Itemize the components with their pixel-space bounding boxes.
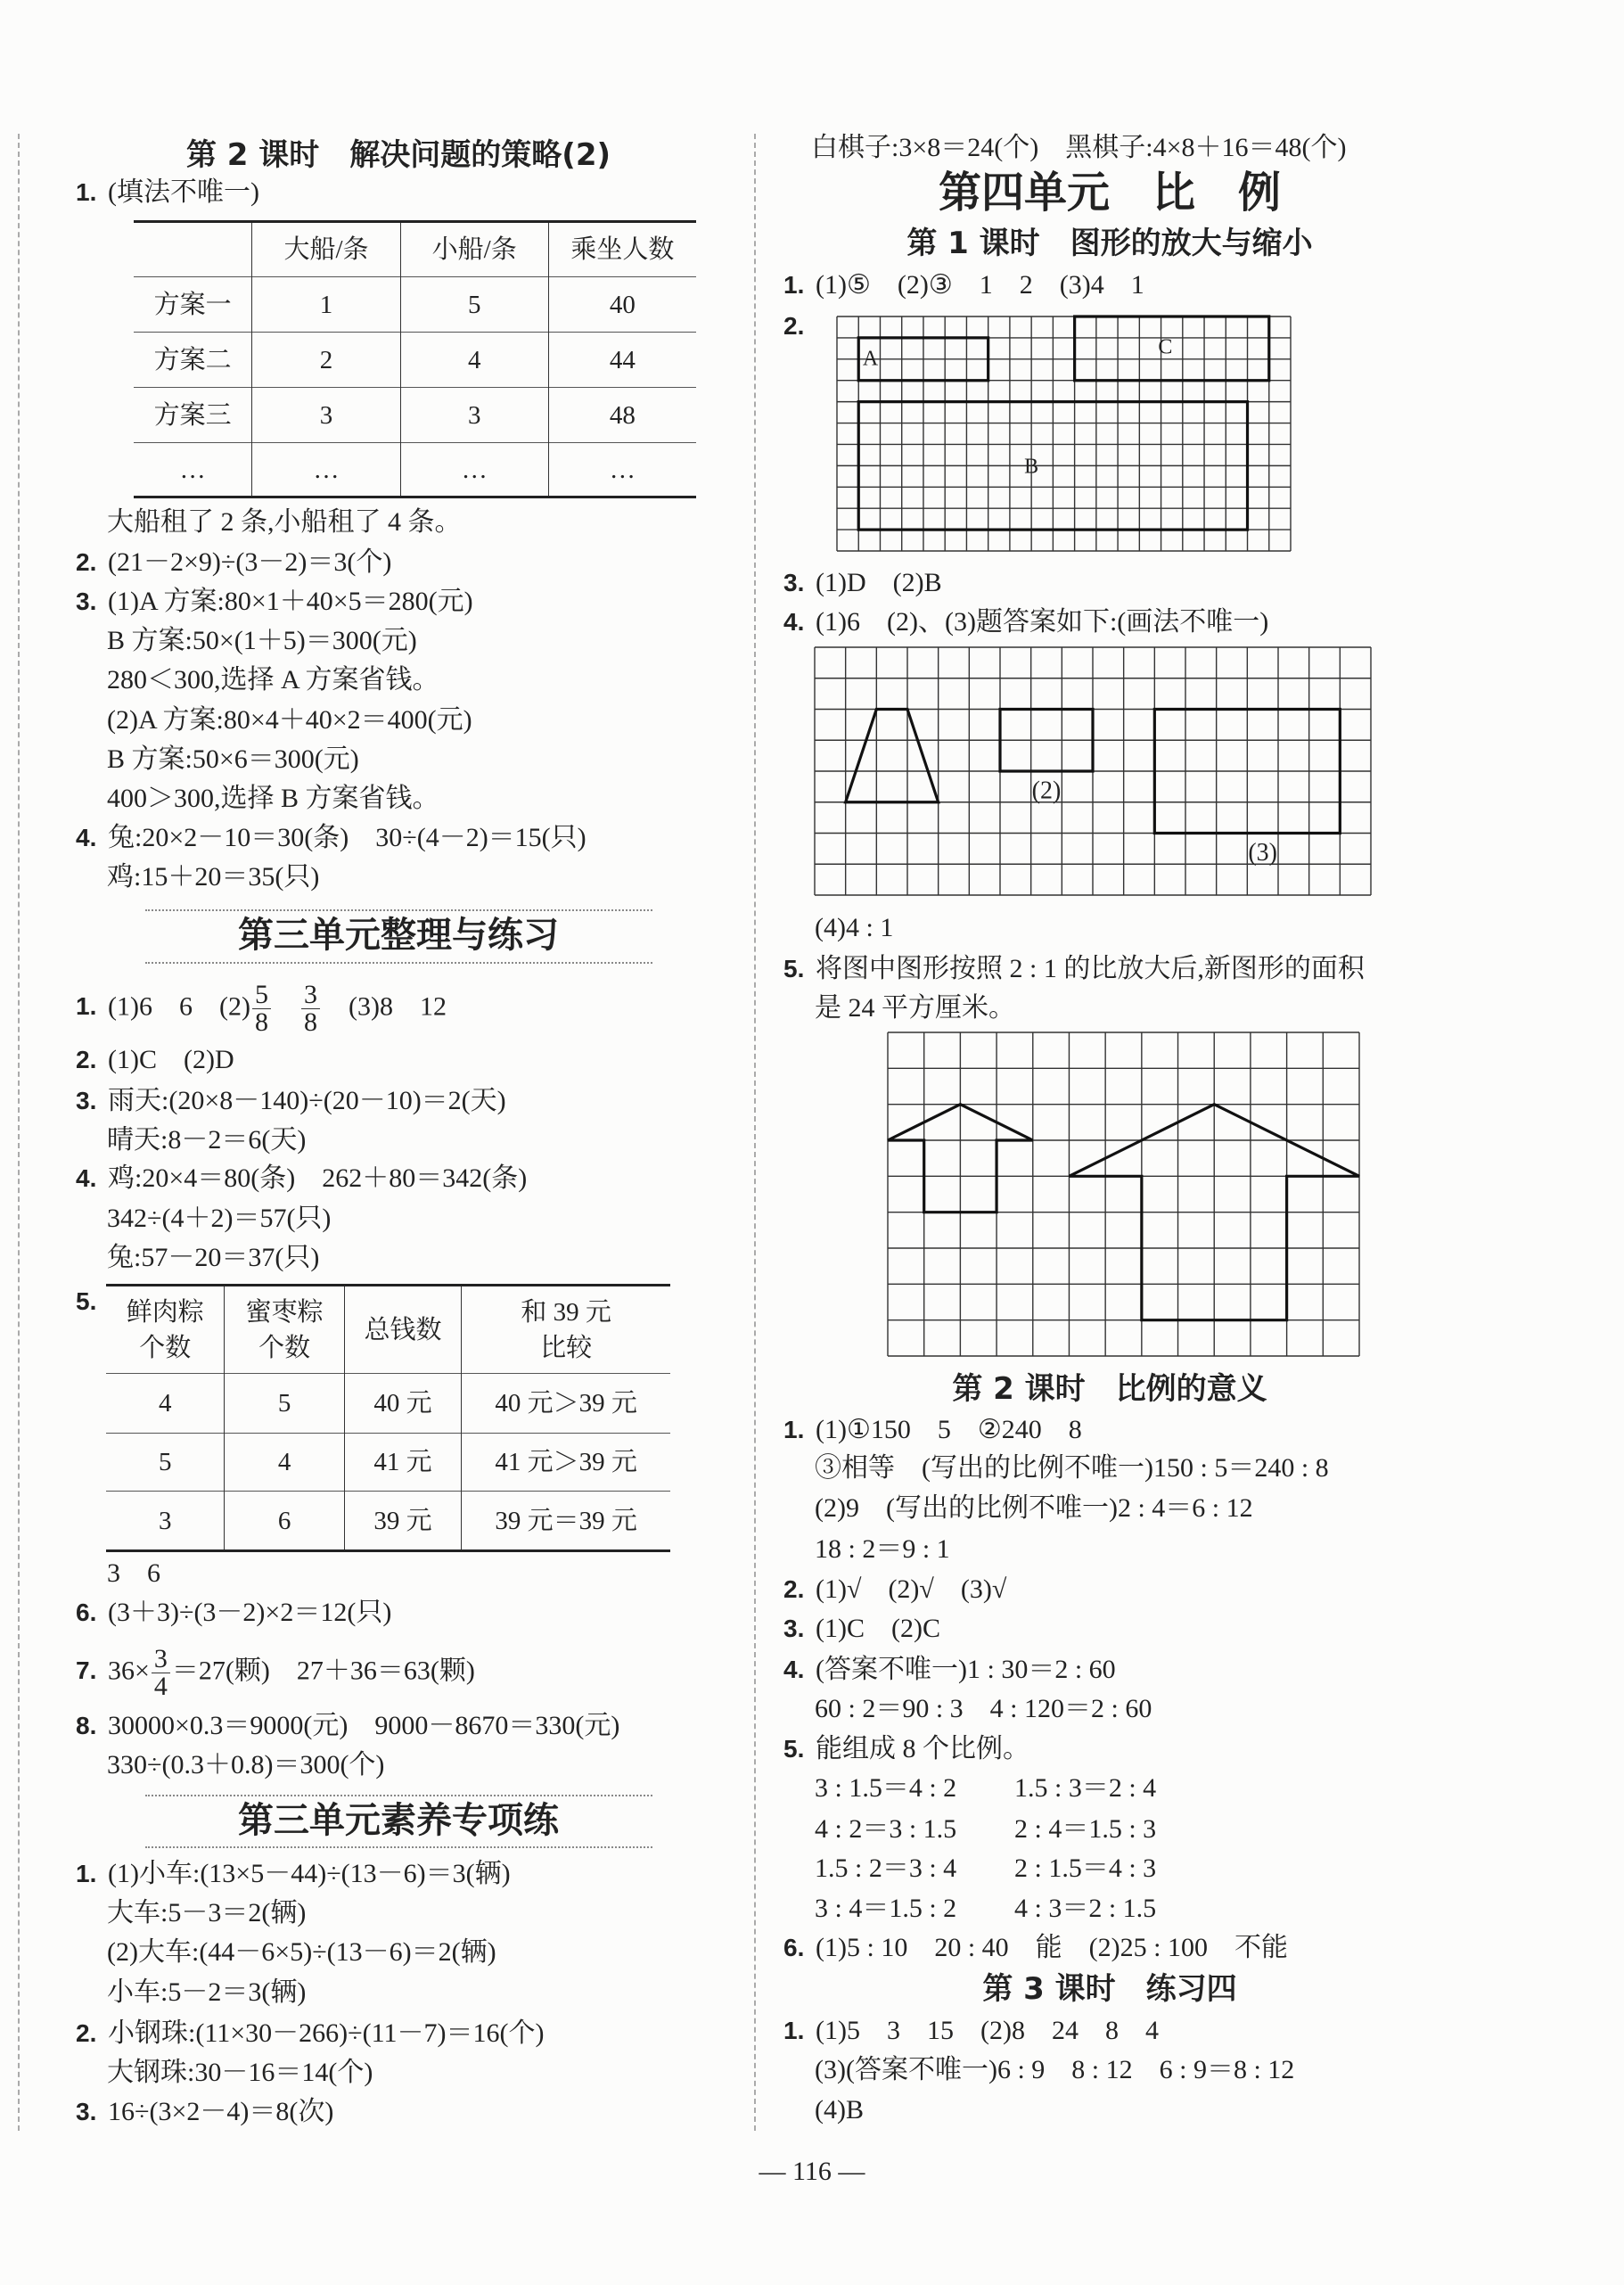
figure-label: (2)	[1031, 777, 1062, 805]
question-8	[76, 1708, 619, 1744]
answer-text: 鸡:20×4＝80(条) 262＋80＝342(条)	[108, 1163, 528, 1193]
question-3	[783, 1611, 940, 1647]
answer-text: 将图中图形按照 2 : 1 的比放大后,新图形的面积	[816, 954, 1365, 983]
answer-text: (1)√ (2)√ (3)√	[816, 1574, 1007, 1604]
answer-line: 兔:57－20＝37(只)	[107, 1243, 320, 1272]
numerator: 5	[252, 982, 271, 1009]
question-2	[783, 1572, 1006, 1607]
proportion: 2 : 1.5＝4 : 3	[1014, 1853, 1157, 1883]
question-6	[783, 1930, 1288, 1966]
answer-text: (1)C (2)D	[108, 1045, 234, 1074]
table-row	[106, 1492, 670, 1551]
question-4	[76, 820, 586, 856]
answer-line: 18 : 2＝9 : 1	[815, 1534, 950, 1564]
answer-line: 小车:5－2＝3(辆)	[107, 1977, 307, 2007]
answer-line: B 方案:50×(1＋5)＝300(元)	[107, 626, 417, 655]
answer-line: (2)大车:(44－6×5)÷(13－6)＝2(辆)	[107, 1937, 496, 1967]
table-header-row	[106, 1286, 670, 1374]
question-1	[76, 982, 447, 1036]
trapezoid	[846, 710, 939, 802]
proportion: 1.5 : 3＝2 : 4	[1014, 1773, 1157, 1803]
answer-text: (1)小车:(13×5－44)÷(13－6)＝3(辆)	[108, 1859, 511, 1888]
answer-line: (4)4 : 1	[815, 913, 894, 942]
figure-label: B	[1024, 455, 1039, 479]
denominator: 4	[153, 1672, 168, 1701]
answer-line: (2)9 (写出的比例不唯一)2 : 4＝6 : 12	[815, 1493, 1253, 1523]
table-cell: 48	[548, 388, 696, 443]
question-1	[783, 2013, 1159, 2049]
question-number: 2.	[783, 1575, 805, 1603]
answer-line: 白棋子:3×8＝24(个) 黑棋子:4×8＋16＝48(个)	[811, 133, 1347, 162]
table-cell: 1	[252, 277, 400, 333]
table-cell: …	[134, 443, 252, 497]
question-number: 2.	[76, 2019, 97, 2047]
answer-text: (1)⑤ (2)③ 1 2 (3)4 1	[816, 270, 1144, 300]
answer-text: 16÷(3×2－4)＝8(次)	[108, 2097, 334, 2126]
column-header: 小船/条	[400, 222, 548, 277]
question-number: 3.	[783, 1615, 805, 1642]
question-number: 3.	[76, 588, 97, 615]
proportion: 4 : 2＝3 : 1.5	[815, 1814, 957, 1844]
answer-line: (2)A 方案:80×4＋40×2＝400(元)	[107, 705, 472, 735]
answer-text: (21－2×9)÷(3－2)＝3(个)	[108, 547, 392, 577]
table-header-row	[134, 222, 696, 277]
answer-line: 330÷(0.3＋0.8)＝300(个)	[107, 1750, 385, 1780]
answer-line: 大船租了 2 条,小船租了 4 条。	[107, 507, 462, 537]
column-header: 和 39 元 比较	[462, 1286, 670, 1374]
table-cell: 39 元＝39 元	[462, 1492, 670, 1551]
table-cell: 39 元	[344, 1492, 461, 1551]
question-3	[76, 2094, 333, 2130]
table-cell: 4	[225, 1434, 344, 1492]
figure-label: A	[862, 347, 879, 371]
table-cell: 方案二	[134, 333, 252, 388]
question-5	[783, 1731, 1029, 1767]
grid-figure-scaling	[815, 647, 1371, 895]
answer-text: (1)5 : 10 20 : 40 能 (2)25 : 100 不能	[816, 1933, 1288, 1962]
question-2	[76, 1042, 234, 1078]
table-cell: 6	[225, 1492, 344, 1551]
fraction	[252, 982, 271, 1036]
question-2	[76, 2016, 544, 2051]
question-2	[76, 545, 391, 580]
column-header: 蜜枣粽 个数	[225, 1286, 344, 1374]
answer-text: (1)①150 5 ②240 8	[816, 1415, 1082, 1444]
proportion: 3 : 1.5＝4 : 2	[815, 1773, 957, 1803]
table-cell: 3	[400, 388, 548, 443]
question-number: 3.	[76, 1087, 97, 1114]
question-number: 4.	[783, 1656, 805, 1683]
unit-title: 第四单元 比 例	[938, 168, 1281, 218]
table-cell: 40 元＞39 元	[462, 1374, 670, 1434]
proportion: 1.5 : 2＝3 : 4	[815, 1853, 957, 1883]
question-number: 1.	[76, 178, 97, 206]
question-number: 1.	[783, 1416, 805, 1443]
column-divider	[754, 134, 756, 2131]
table-cell: 44	[548, 333, 696, 388]
divider-dotted	[145, 962, 652, 964]
answer-line: 280＜300,选择 A 方案省钱。	[107, 665, 439, 695]
question-number: 5.	[783, 955, 805, 982]
column-header: 乘坐人数	[548, 222, 696, 277]
answer-line: 大钢珠:30－16＝14(个)	[107, 2058, 373, 2087]
question-number: 1.	[76, 992, 97, 1021]
answer-line: ③相等 (写出的比例不唯一)150 : 5＝240 : 8	[815, 1453, 1329, 1483]
table-cell: 40 元	[344, 1374, 461, 1434]
answer-text: (3＋3)÷(3－2)×2＝12(只)	[108, 1598, 392, 1627]
answer-text: (填法不唯一)	[108, 177, 259, 207]
figure-label: C	[1158, 335, 1173, 359]
answer-text: (1)5 3 15 (2)8 24 8 4	[816, 2016, 1159, 2045]
fraction	[152, 1646, 170, 1700]
question-number: 4.	[76, 824, 97, 851]
question-number: 3.	[783, 569, 805, 596]
proportion: 3 : 4＝1.5 : 2	[815, 1894, 957, 1923]
question-3	[76, 1083, 506, 1119]
table-cell: …	[548, 443, 696, 497]
question-number: 4.	[783, 608, 805, 636]
table-cell: 5	[225, 1374, 344, 1434]
question-number: 5.	[76, 1287, 97, 1315]
answer-text: (1)A 方案:80×1＋40×5＝280(元)	[108, 587, 473, 616]
table-cell: 5	[106, 1434, 225, 1492]
answer-text: (1)C (2)C	[816, 1614, 940, 1643]
zongzi-table	[106, 1284, 670, 1552]
answer-text: 小钢珠:(11×30－266)÷(11－7)＝16(个)	[108, 2018, 545, 2048]
question-number: 1.	[783, 2017, 805, 2044]
answer-text: 能组成 8 个比例。	[816, 1734, 1029, 1763]
grid-figure-house	[888, 1032, 1359, 1356]
table-cell: 5	[400, 277, 548, 333]
denominator: 8	[303, 1007, 317, 1037]
question-1	[76, 1856, 511, 1892]
figure-label: (3)	[1248, 839, 1277, 867]
question-7	[76, 1646, 475, 1700]
table-cell: 3	[106, 1492, 225, 1551]
table-row	[134, 333, 696, 388]
question-3	[76, 584, 473, 620]
answer-text: (答案不唯一)1 : 30＝2 : 60	[816, 1655, 1116, 1684]
answer-line: 3 6	[107, 1558, 160, 1588]
answer-line: B 方案:50×6＝300(元)	[107, 744, 359, 774]
table-row	[106, 1434, 670, 1492]
question-3	[783, 565, 942, 601]
question-1	[783, 267, 1144, 303]
divider-dotted	[145, 1795, 652, 1796]
fraction	[301, 982, 320, 1036]
numerator: 3	[301, 982, 320, 1009]
question-number: 6.	[76, 1599, 97, 1626]
answer-text: ＝27(颗) 27＋36＝63(颗)	[171, 1656, 475, 1686]
answer-line: (3)(答案不唯一)6 : 9 8 : 12 6 : 9＝8 : 12	[815, 2055, 1295, 2084]
answer-text: (1)6 6 (2)	[108, 991, 250, 1022]
table-cell: 2	[252, 333, 400, 388]
column-header: 大船/条	[252, 222, 400, 277]
question-number: 1.	[783, 271, 805, 299]
answer-line: 342÷(4＋2)＝57(只)	[107, 1204, 332, 1233]
page-number: — 116 —	[759, 2157, 865, 2186]
lesson-title: 第 1 课时 图形的放大与缩小	[906, 226, 1313, 261]
question-number: 5.	[783, 1735, 805, 1763]
column-header	[134, 222, 252, 277]
numerator: 3	[152, 1646, 170, 1673]
table-row	[134, 277, 696, 333]
proportion: 4 : 3＝2 : 1.5	[1014, 1894, 1157, 1923]
question-4	[783, 604, 1268, 640]
left-margin-line	[18, 134, 20, 2131]
answer-text: (3)8 12	[321, 991, 447, 1022]
grid-figure-abc	[837, 316, 1291, 551]
table-cell: …	[252, 443, 400, 497]
table-cell: 40	[548, 277, 696, 333]
answer-line: 400＞300,选择 B 方案省钱。	[107, 784, 439, 813]
answer-text: (1)D (2)B	[816, 568, 942, 597]
answer-line: 是 24 平方厘米。	[815, 993, 1015, 1023]
answer-line: 晴天:8－2＝6(天)	[107, 1125, 307, 1155]
table-cell: 4	[106, 1374, 225, 1434]
answer-text: (1)6 (2)、(3)题答案如下:(画法不唯一)	[816, 607, 1269, 637]
answer-line: 大车:5－3＝2(辆)	[107, 1898, 307, 1927]
table-cell: …	[400, 443, 548, 497]
question-2	[783, 308, 816, 344]
question-number: 1.	[76, 1860, 97, 1887]
table-row	[134, 443, 696, 497]
question-1	[783, 1412, 1082, 1448]
section-title: 第三单元素养专项练	[238, 1800, 559, 1841]
question-4	[783, 1652, 1116, 1688]
divider-dotted	[145, 909, 652, 911]
answer-text: 雨天:(20×8－140)÷(20－10)＝2(天)	[108, 1086, 506, 1115]
question-number: 7.	[76, 1656, 97, 1685]
denominator: 8	[254, 1007, 268, 1037]
proportion: 2 : 4＝1.5 : 3	[1014, 1814, 1157, 1844]
question-number: 8.	[76, 1712, 97, 1739]
question-5	[76, 1284, 108, 1319]
question-number: 3.	[76, 2098, 97, 2125]
question-4	[76, 1161, 527, 1196]
answer-text: 兔:20×2－10＝30(条) 30÷(4－2)＝15(只)	[108, 823, 586, 852]
question-number: 4.	[76, 1164, 97, 1192]
lesson-title: 第 2 课时 比例的意义	[952, 1371, 1267, 1407]
column-header: 总钱数	[344, 1286, 461, 1374]
boat-plan-table	[134, 220, 696, 498]
answer-line: 60 : 2＝90 : 3 4 : 120＝2 : 60	[815, 1694, 1152, 1723]
table-cell: 3	[252, 388, 400, 443]
question-number: 2.	[76, 548, 97, 576]
question-1	[76, 175, 259, 210]
table-row	[106, 1374, 670, 1434]
table-row	[134, 388, 696, 443]
lesson-title: 第 3 课时 练习四	[982, 1971, 1237, 2007]
table-cell: 41 元	[344, 1434, 461, 1492]
table-cell: 方案一	[134, 277, 252, 333]
question-number: 2.	[76, 1046, 97, 1073]
divider-dotted	[145, 1846, 652, 1848]
question-6	[76, 1595, 391, 1631]
answer-line: (4)B	[815, 2095, 864, 2125]
table-cell: 41 元＞39 元	[462, 1434, 670, 1492]
column-header: 鲜肉粽 个数	[106, 1286, 225, 1374]
section-title: 第三单元整理与练习	[238, 915, 559, 956]
question-number: 2.	[783, 312, 805, 340]
answer-text: 36×	[108, 1656, 150, 1686]
lesson-title: 第 2 课时 解决问题的策略(2)	[185, 137, 611, 173]
question-number: 6.	[783, 1934, 805, 1961]
table-cell: 4	[400, 333, 548, 388]
table-cell: 方案三	[134, 388, 252, 443]
question-5	[783, 951, 1365, 987]
answer-text: 30000×0.3＝9000(元) 9000－8670＝330(元)	[108, 1711, 620, 1740]
answer-line: 鸡:15＋20＝35(只)	[107, 862, 320, 892]
